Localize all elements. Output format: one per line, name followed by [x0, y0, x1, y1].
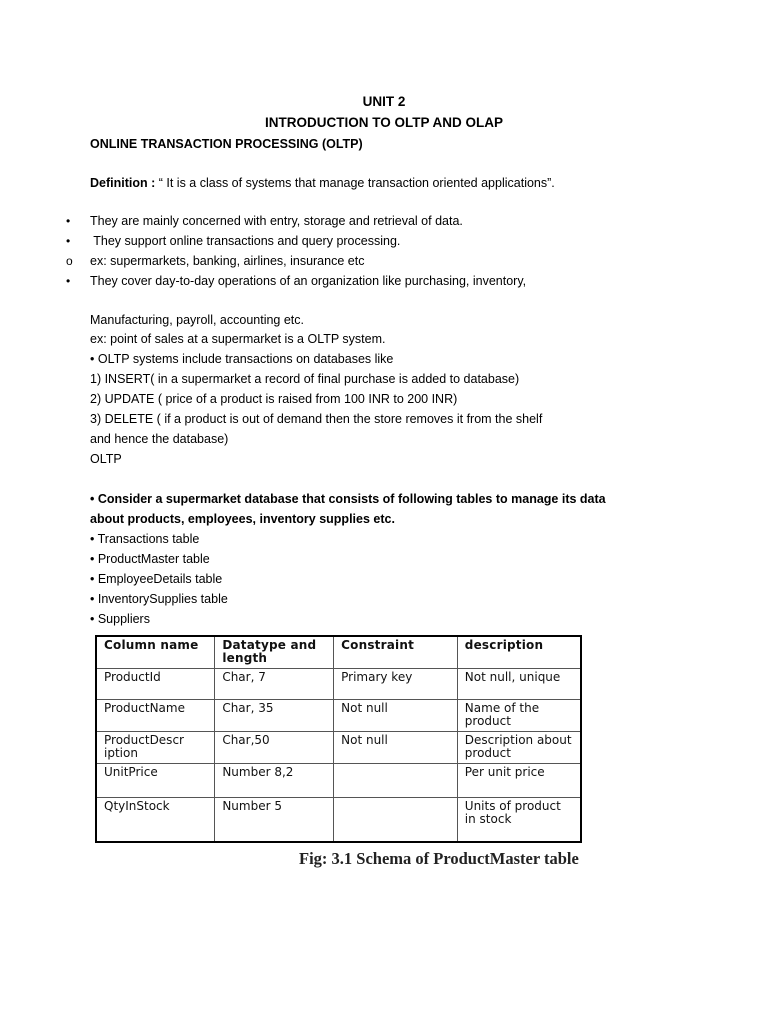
page-title: INTRODUCTION TO OLTP AND OLAP	[265, 115, 503, 130]
consider-line: about products, employees, inventory supplies etc.	[90, 512, 395, 526]
bullet-item	[66, 254, 364, 268]
unit-heading: UNIT 2	[362, 94, 406, 109]
table-cell: Not null	[334, 700, 458, 732]
column-header: Column name	[96, 636, 215, 669]
body-line: ex: point of sales at a supermarket is a OLTP system.	[90, 332, 386, 346]
table-cell	[334, 798, 458, 842]
table-row	[96, 669, 581, 700]
table-list-item: • InventorySupplies table	[90, 592, 228, 606]
bullet-text: They are mainly concerned with entry, storage and retrieval of data.	[90, 214, 463, 228]
table-cell: Name of the product	[457, 700, 581, 732]
table-cell: Not null	[334, 732, 458, 764]
body-line: and hence the database)	[90, 432, 229, 446]
bullet-item	[66, 214, 463, 228]
body-line: 3) DELETE ( if a product is out of demand then the store removes it from the shelf	[90, 412, 543, 426]
figure-caption: Fig: 3.1 Schema of ProductMaster table	[299, 849, 579, 868]
body-line: 1) INSERT( in a supermarket a record of final purchase is added to database)	[90, 372, 520, 386]
table-row	[96, 700, 581, 732]
bullet-item	[66, 274, 526, 288]
column-header: Datatype and length	[215, 636, 334, 669]
section-heading: ONLINE TRANSACTION PROCESSING (OLTP)	[90, 137, 363, 151]
bullet-text: ex: supermarkets, banking, airlines, insurance etc	[90, 254, 365, 268]
column-header: description	[457, 636, 581, 669]
table-row	[96, 798, 581, 842]
table-list-item: • ProductMaster table	[90, 552, 210, 566]
definition-line	[90, 176, 555, 190]
table-row	[96, 764, 581, 798]
table-list-item: • EmployeeDetails table	[90, 572, 223, 586]
table-cell: ProductDescr iption	[96, 732, 215, 764]
bullet-mark: •	[66, 274, 71, 288]
body-line: Manufacturing, payroll, accounting etc.	[90, 313, 305, 327]
table-list-item: • Transactions table	[90, 532, 200, 546]
table-cell: Char, 7	[215, 669, 334, 700]
table-row	[96, 732, 581, 764]
table-cell: ProductId	[96, 669, 215, 700]
bullet-item	[66, 234, 400, 248]
table-cell: Number 8,2	[215, 764, 334, 798]
table-cell: ProductName	[96, 700, 215, 732]
body-line: • OLTP systems include transactions on databases like	[90, 352, 394, 366]
bullet-text: They cover day-to-day operations of an organization like purchasing, inventory,	[90, 274, 527, 288]
table-cell: Units of product in stock	[457, 798, 581, 842]
table-header-row	[96, 636, 581, 669]
bullet-mark: o	[66, 254, 73, 268]
definition-label: Definition :	[90, 176, 156, 190]
table-cell: Description about product	[457, 732, 581, 764]
consider-line: • Consider a supermarket database that consists of following tables to manage its data	[90, 492, 606, 506]
table-cell: Per unit price	[457, 764, 581, 798]
column-header: Constraint	[334, 636, 458, 669]
table-cell: Primary key	[334, 669, 458, 700]
table-cell: Char, 35	[215, 700, 334, 732]
table-cell: QtyInStock	[96, 798, 215, 842]
table-cell	[334, 764, 458, 798]
table-list-item: • Suppliers	[90, 612, 150, 626]
definition-text: “ It is a class of systems that manage transaction oriented applications”.	[155, 176, 555, 190]
table-cell: Number 5	[215, 798, 334, 842]
body-line: 2) UPDATE ( price of a product is raised from 100 INR to 200 INR)	[90, 392, 458, 406]
productmaster-schema-table	[95, 635, 582, 843]
bullet-text: They support online transactions and query processing.	[90, 234, 401, 248]
table-cell: Char,50	[215, 732, 334, 764]
table-cell: Not null, unique	[457, 669, 581, 700]
bullet-mark: •	[66, 234, 71, 248]
body-line: OLTP	[90, 452, 122, 466]
table-cell: UnitPrice	[96, 764, 215, 798]
bullet-mark: •	[66, 214, 71, 228]
